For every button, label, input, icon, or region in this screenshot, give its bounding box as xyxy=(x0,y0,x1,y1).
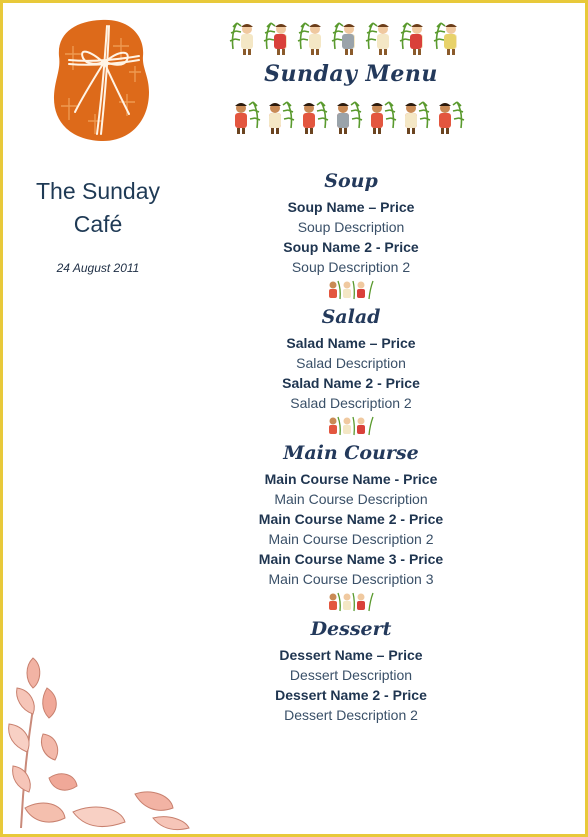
cafe-name xyxy=(23,175,173,241)
menu-date: 24 August 2011 xyxy=(56,261,140,275)
palm-sunday-people-icon xyxy=(325,591,377,613)
section-divider xyxy=(229,413,473,439)
menu-list xyxy=(229,167,473,725)
item-name: Salad Name – Price xyxy=(286,335,416,351)
item-description: Main Course Description 3 xyxy=(268,571,434,587)
item-name: Salad Name 2 - Price xyxy=(282,375,420,391)
item-description: Dessert Description xyxy=(289,667,413,683)
item-name: Dessert Name 2 - Price xyxy=(275,687,427,703)
item-name: Main Course Name 3 - Price xyxy=(258,551,444,567)
item-description: Salad Description 2 xyxy=(290,395,412,411)
menu-title: Sunday Menu xyxy=(264,61,438,87)
item-name: Main Course Name - Price xyxy=(264,471,438,487)
section-divider xyxy=(229,589,473,615)
section-title-soup: Soup xyxy=(324,170,378,192)
item-name: Dessert Name – Price xyxy=(279,647,423,663)
section-title-dessert: Dessert xyxy=(310,618,392,640)
item-name: Soup Name – Price xyxy=(287,199,415,215)
item-description: Dessert Description 2 xyxy=(284,707,418,723)
section-divider xyxy=(229,277,473,303)
palm-sunday-people-icon xyxy=(227,19,473,57)
item-name: Main Course Name 2 - Price xyxy=(258,511,444,527)
cafe-name-line2: Café xyxy=(73,211,123,237)
palm-sunday-people-icon xyxy=(325,415,377,437)
palm-sunday-people-icon xyxy=(325,279,377,301)
item-description: Main Course Description 2 xyxy=(268,531,434,547)
floral-corner-icon xyxy=(3,648,213,834)
item-description: Main Course Description xyxy=(274,491,428,507)
item-description: Salad Description xyxy=(296,355,406,371)
item-name: Soup Name 2 - Price xyxy=(283,239,419,255)
section-title-main-course: Main Course xyxy=(283,442,419,464)
cafe-name-line1: The Sunday xyxy=(35,178,161,204)
item-description: Soup Description 2 xyxy=(291,259,411,275)
section-title-salad: Salad xyxy=(321,306,381,328)
cross-with-ribbon-icon xyxy=(49,16,153,144)
item-description: Soup Description xyxy=(297,219,405,235)
palm-sunday-people-icon xyxy=(227,98,473,136)
